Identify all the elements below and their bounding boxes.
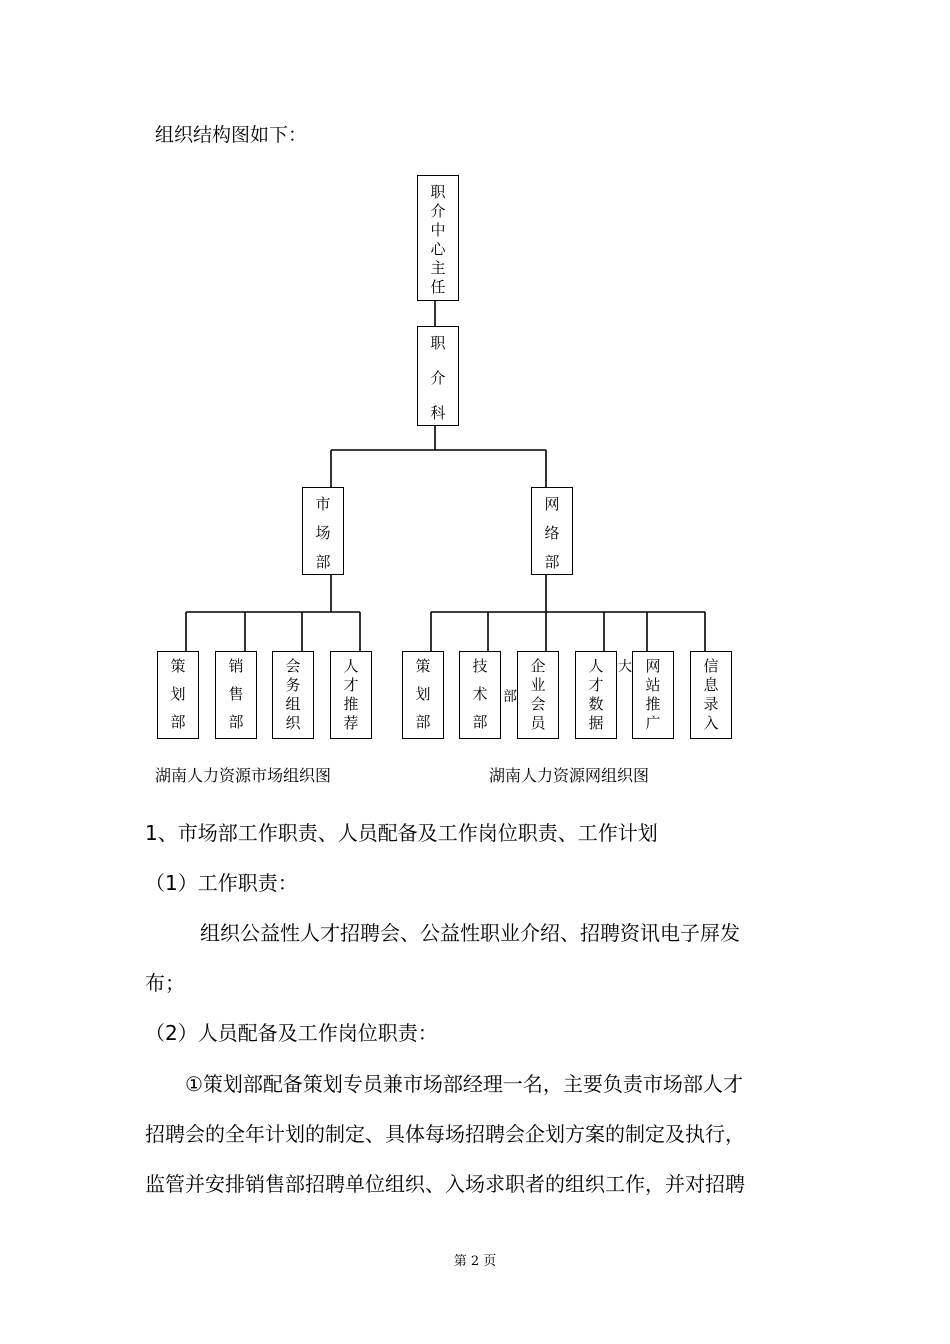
- network-unit-label-char: 息: [703, 676, 719, 694]
- market-unit-label-char: 组: [285, 695, 301, 713]
- market-unit-label-char: 部: [170, 713, 186, 731]
- network-dept-box: [531, 487, 573, 575]
- caption-market: 湖南人力资源市场组织图: [155, 766, 332, 785]
- market-unit-label-char: 才: [343, 676, 359, 694]
- section-heading: 1、市场部工作职责、人员配备及工作岗位职责、工作计划: [145, 821, 658, 845]
- network-unit-label-char: 技: [472, 657, 488, 675]
- sub-heading: （2）人员配备及工作岗位职责：: [145, 1021, 438, 1045]
- market-dept-label-char: 市: [315, 495, 331, 513]
- network-unit-label-char: 会: [530, 695, 546, 713]
- market-unit-label-char: 策: [170, 657, 186, 675]
- network-unit-box: [402, 651, 444, 739]
- office-label-char: 职: [430, 334, 446, 352]
- market-unit-label-char: 售: [228, 685, 244, 703]
- market-unit-box: [215, 651, 257, 739]
- stray-char: 部: [503, 689, 517, 705]
- page-footer: 第 2 页: [453, 1254, 497, 1269]
- network-unit-box: [459, 651, 501, 739]
- paragraph-line: 监管并安排销售部招聘单位组织、入场求职者的组织工作，并对招聘: [145, 1172, 745, 1196]
- sub-heading: （1）工作职责：: [145, 871, 298, 895]
- network-unit-label-char: 据: [588, 714, 604, 732]
- network-unit-label-char: 广: [645, 714, 661, 732]
- director-label-char: 心: [430, 240, 446, 258]
- market-unit-label-char: 会: [285, 657, 301, 675]
- market-unit-label-char: 销: [228, 657, 244, 675]
- network-unit-label-char: 策: [415, 657, 431, 675]
- paragraph-line: 组织公益性人才招聘会、公益性职业介绍、招聘资讯电子屏发: [200, 921, 740, 945]
- market-dept-label-char: 场: [315, 524, 331, 542]
- network-unit-label-char: 企: [530, 657, 546, 675]
- paragraph-line: 布；: [145, 971, 185, 995]
- network-dept-label-char: 部: [544, 553, 560, 571]
- director-label-char: 职: [430, 183, 446, 201]
- market-unit-label-char: 务: [285, 676, 301, 694]
- market-unit-label-char: 部: [228, 713, 244, 731]
- network-unit-label-char: 部: [472, 713, 488, 731]
- network-unit-label-char: 入: [703, 714, 719, 732]
- network-unit-box: [690, 651, 732, 739]
- stray-char: 大: [618, 659, 632, 675]
- market-unit-label-char: 推: [343, 695, 359, 713]
- network-unit-label-char: 网: [645, 657, 661, 675]
- network-unit-label-char: 信: [703, 657, 719, 675]
- network-unit-label-char: 部: [415, 713, 431, 731]
- network-unit-label-char: 划: [415, 685, 431, 703]
- network-dept-label-char: 网: [544, 495, 560, 513]
- network-unit-box: [575, 651, 617, 739]
- network-unit-label-char: 数: [588, 695, 604, 713]
- network-unit-label-char: 才: [588, 676, 604, 694]
- intro-text: 组织结构图如下：: [155, 124, 308, 146]
- market-unit-label-char: 划: [170, 685, 186, 703]
- market-unit-label-char: 人: [343, 657, 359, 675]
- network-unit-label-char: 人: [588, 657, 604, 675]
- paragraph-line: ①策划部配备策划专员兼市场部经理一名，主要负责市场部人才: [185, 1072, 743, 1096]
- office-label-char: 介: [430, 369, 446, 387]
- network-unit-box: [517, 651, 559, 739]
- caption-network: 湖南人力资源网组织图: [489, 766, 650, 785]
- director-label-char: 主: [430, 259, 446, 277]
- paragraph-line: 招聘会的全年计划的制定、具体每场招聘会企划方案的制定及执行，: [145, 1122, 745, 1146]
- office-label-char: 科: [430, 404, 446, 422]
- network-unit-label-char: 录: [703, 695, 719, 713]
- network-unit-label-char: 业: [530, 676, 546, 694]
- network-dept-label-char: 络: [544, 524, 560, 542]
- market-unit-box: [272, 651, 314, 739]
- market-unit-box: [157, 651, 199, 739]
- director-label-char: 介: [430, 202, 446, 220]
- network-unit-label-char: 站: [645, 676, 661, 694]
- network-unit-label-char: 推: [645, 695, 661, 713]
- market-dept-label-char: 部: [315, 553, 331, 571]
- market-unit-label-char: 荐: [343, 714, 359, 732]
- network-unit-label-char: 术: [472, 685, 488, 703]
- market-unit-label-char: 织: [285, 714, 301, 732]
- network-unit-label-char: 员: [530, 714, 546, 732]
- director-label-char: 任: [430, 278, 446, 296]
- network-unit-box: [632, 651, 674, 739]
- office-box: [417, 326, 459, 426]
- market-dept-box: [302, 487, 344, 575]
- director-box: [417, 175, 459, 301]
- market-unit-box: [330, 651, 372, 739]
- director-label-char: 中: [430, 221, 446, 239]
